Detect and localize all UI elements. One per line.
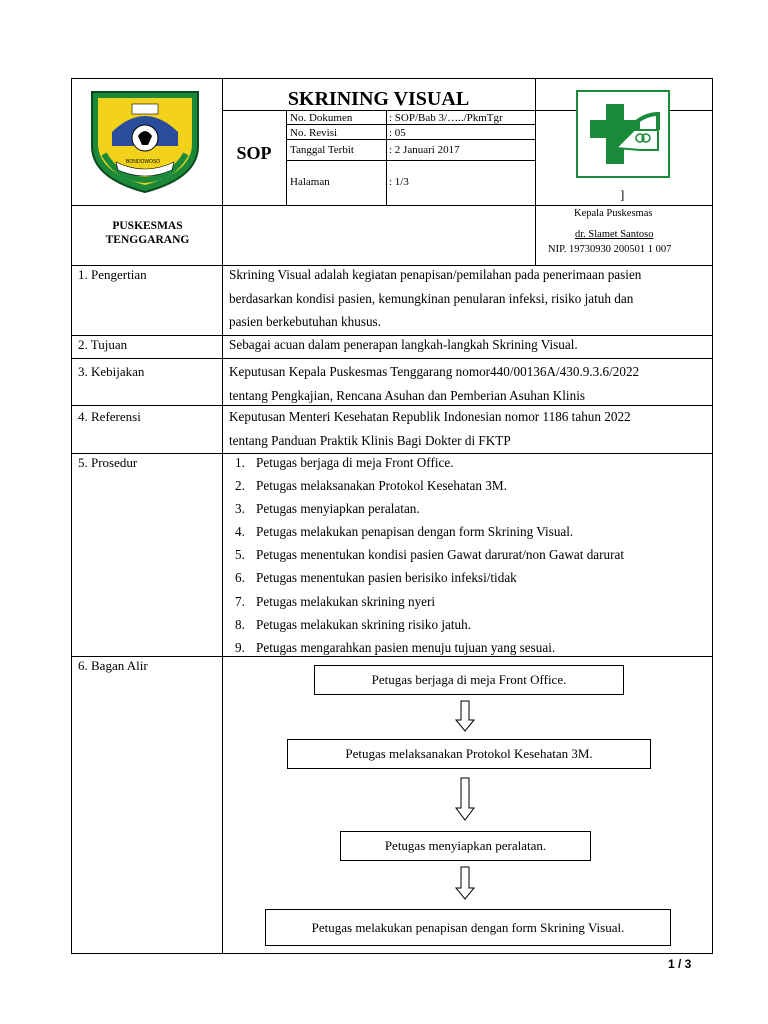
bracket-mark: ]	[620, 187, 625, 202]
step-number: 7.	[235, 593, 245, 609]
step-number: 6.	[235, 570, 245, 586]
step-text: Petugas menentukan pasien berisiko infeksi/tidak	[256, 570, 517, 586]
step-text: Petugas berjaga di meja Front Office.	[256, 455, 454, 470]
section-label-referensi: 4. Referensi	[78, 409, 141, 424]
step-number: 2.	[235, 478, 245, 494]
signatory-role: Kepala Puskesmas	[574, 208, 653, 219]
step-number: 4.	[235, 524, 245, 540]
flow-box-4: Petugas melakukan penapisan dengan form Skrining Visual.	[265, 909, 671, 946]
step-number: 1.	[235, 455, 245, 470]
meta-label-dokumen: No. Dokumen	[290, 112, 353, 124]
section-label-kebijakan: 3. Kebijakan	[78, 364, 145, 379]
step-text: Petugas menyiapkan peralatan.	[256, 501, 420, 517]
section-label-prosedur: 5. Prosedur	[78, 455, 138, 470]
logo-puskesmas	[576, 90, 670, 178]
kebijakan-line: tentang Pengkajian, Rencana Asuhan dan Pemberian Asuhan Klinis	[229, 387, 585, 403]
prosedur-step	[229, 590, 709, 613]
meta-label-revisi: No. Revisi	[290, 127, 338, 139]
meta-label-halaman: Halaman	[290, 176, 330, 188]
step-number: 5.	[235, 547, 245, 563]
prosedur-step	[229, 474, 709, 497]
kebijakan-line: Keputusan Kepala Puskesmas Tenggarang nomor440/00136A/430.9.3.6/2022	[229, 364, 640, 379]
section-label-pengertian: 1. Pengertian	[78, 267, 147, 282]
tujuan-text	[229, 333, 578, 357]
step-number: 8.	[235, 616, 245, 632]
referensi-text	[229, 405, 631, 452]
prosedur-step	[229, 520, 709, 543]
section-label-bagan-alir: 6. Bagan Alir	[78, 658, 148, 673]
prosedur-step	[229, 613, 709, 636]
logo-text: BONDOWOSO	[126, 159, 161, 165]
step-text: Petugas menentukan kondisi pasien Gawat darurat/non Gawat darurat	[256, 547, 625, 563]
prosedur-step	[229, 543, 709, 566]
pengertian-line: Skrining Visual adalah kegiatan penapisan/pemilahan pada penerimaan pasien	[229, 267, 642, 282]
flow-arrow-down-icon	[455, 866, 475, 900]
meta-value-tanggal: : 2 Januari 2017	[389, 144, 460, 156]
prosedur-list	[229, 451, 709, 659]
logo-kabupaten	[88, 88, 202, 194]
step-text: Petugas mengarahkan pasien menuju tujuan yang sesuai.	[256, 639, 556, 655]
prosedur-step	[229, 497, 709, 520]
flow-box-2: Petugas melaksanakan Protokol Kesehatan 3M.	[287, 739, 651, 769]
pengertian-line: berdasarkan kondisi pasien, kemungkinan penularan infeksi, risiko jatuh dan	[229, 290, 634, 306]
step-number: 3.	[235, 501, 245, 517]
sop-label: SOP	[236, 143, 272, 163]
signatory-nip: NIP. 19730930 200501 1 007	[548, 244, 672, 255]
flow-arrow-down-icon	[455, 777, 475, 821]
step-text: Petugas melaksanakan Protokol Kesehatan 3M.	[256, 478, 507, 494]
meta-value-dokumen: : SOP/Bab 3/…../PkmTgr	[389, 112, 503, 124]
step-text: Petugas melakukan skrining nyeri	[256, 593, 436, 609]
flow-box-1: Petugas berjaga di meja Front Office.	[314, 665, 624, 695]
page-title: SKRINING VISUAL	[287, 88, 470, 110]
flow-arrow-down-icon	[455, 700, 475, 732]
org-name: PUSKESMAS TENGGARANG	[105, 220, 190, 246]
section-label-tujuan: 2. Tujuan	[78, 337, 128, 352]
pengertian-text	[229, 263, 641, 334]
signatory-name: dr. Slamet Santoso	[575, 229, 654, 240]
meta-label-tanggal: Tanggal Terbit	[290, 144, 354, 156]
flow-box-3: Petugas menyiapkan peralatan.	[340, 831, 591, 861]
prosedur-step	[229, 566, 709, 589]
meta-value-revisi: : 05	[389, 127, 406, 139]
step-text: Petugas melakukan penapisan dengan form Skrining Visual.	[256, 524, 574, 540]
page-number: 1 / 3	[668, 957, 692, 971]
kebijakan-text	[229, 360, 639, 407]
meta-value-halaman: : 1/3	[389, 176, 409, 188]
referensi-line: Keputusan Menteri Kesehatan Republik Indonesian nomor 1186 tahun 2022	[229, 409, 631, 424]
pengertian-line: pasien berkebutuhan khusus.	[229, 314, 381, 329]
step-number: 9.	[235, 639, 245, 655]
tujuan-line: Sebagai acuan dalam penerapan langkah-langkah Skrining Visual.	[229, 337, 578, 352]
step-text: Petugas melakukan skrining risiko jatuh.	[256, 616, 471, 632]
prosedur-step	[229, 451, 709, 474]
prosedur-step	[229, 636, 709, 659]
referensi-line: tentang Panduan Praktik Klinis Bagi Dokter di FKTP	[229, 432, 511, 448]
